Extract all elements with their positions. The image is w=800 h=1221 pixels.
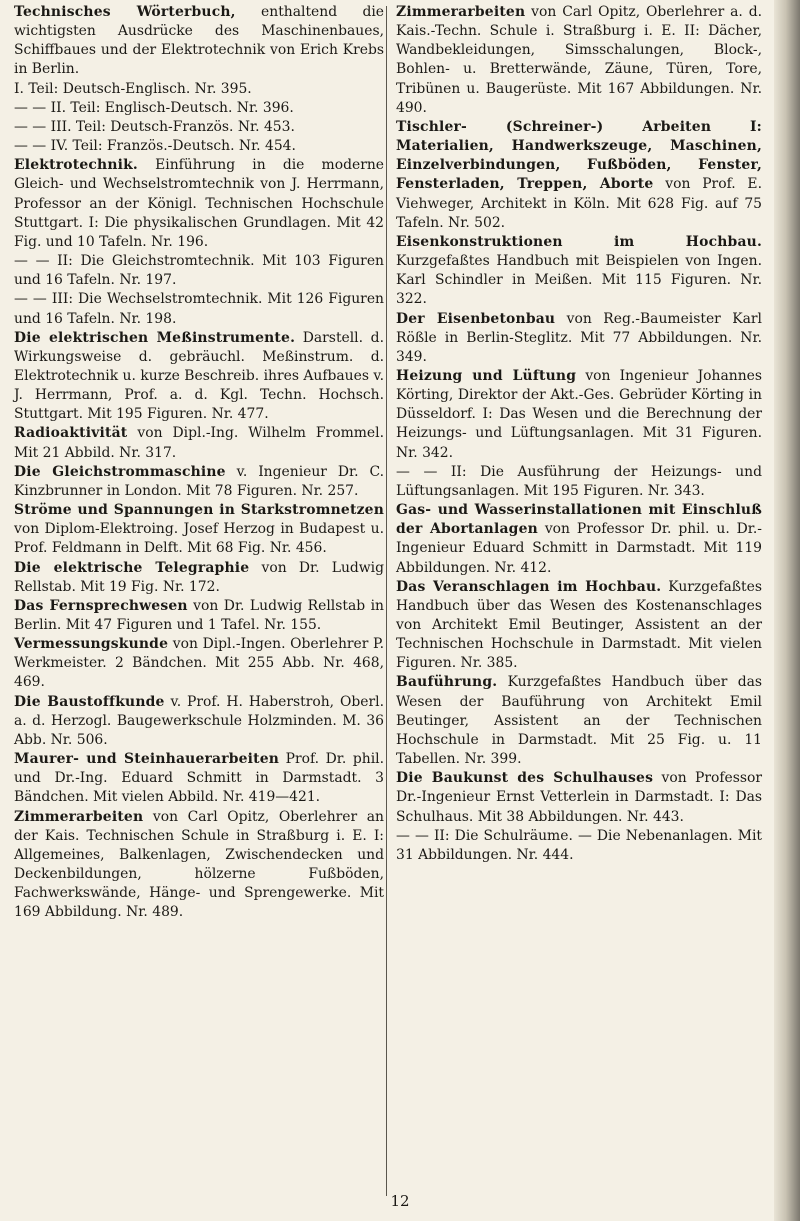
entry-description: von Dipl.-Ing. Wilhelm Frommel. Mit 21 Abbild. Nr. 317. xyxy=(14,425,384,461)
catalog-entry xyxy=(396,827,762,865)
entry-description: Einführung in die moderne Gleich- und Wechselstromtechnik von J. Herrmann, Professor an der Königl. Technischen Hochschule Stuttgart. I: Die physikalischen Grundlagen. Mit 42 Fig. und 10 Tafeln. Nr. 196. xyxy=(14,157,384,250)
catalog-entry xyxy=(14,501,384,558)
entry-title: Die Baustoffkunde xyxy=(14,693,165,710)
catalog-entry xyxy=(396,769,762,826)
entry-description: Kurzgefaßtes Handbuch über das Wesen des Kostenanschlages von Architekt Emil Beutinger, Assistent an der Technischen Hochschule in Darmstadt. Mit vielen Figuren. Nr. 385. xyxy=(396,578,762,672)
entry-description: von Professor Dr.-Ingenieur Ernst Vetterlein in Darmstadt. I: Das Schulhaus. Mit 38 Abbildungen. Nr. 443. xyxy=(396,770,762,825)
entry-title: Tischler- (Schreiner-) Arbeiten I: Materialien, Handwerkszeuge, Maschinen, Einzelverbindungen, Fußböden, Fenster, Fensterladen, Treppen, Aborte xyxy=(396,118,762,193)
catalog-entry xyxy=(14,424,384,462)
entry-description: — — IV. Teil: Französ.-Deutsch. Nr. 454. xyxy=(14,138,296,155)
entry-description: — — II: Die Gleichstromtechnik. Mit 103 Figuren und 16 Tafeln. Nr. 197. xyxy=(14,253,384,289)
catalog-entry xyxy=(14,693,384,750)
catalog-entry xyxy=(396,310,762,367)
left-column xyxy=(14,3,384,923)
catalog-entry xyxy=(14,329,384,425)
entry-title: Das Fernsprechwesen xyxy=(14,597,188,614)
entry-title: Der Eisenbetonbau xyxy=(396,310,556,327)
catalog-entry xyxy=(14,559,384,597)
entry-title: Eisenkonstruktionen im Hochbau. xyxy=(396,233,762,250)
catalog-entry xyxy=(14,118,384,137)
page-number: 12 xyxy=(390,1192,410,1210)
catalog-entry xyxy=(396,673,762,769)
catalog-entry xyxy=(14,137,384,156)
entry-title: Radioaktivität xyxy=(14,425,128,442)
entry-title: Elektrotechnik. xyxy=(14,157,138,174)
column-divider xyxy=(386,6,387,1196)
entry-description: von Reg.-Baumeister Karl Rößle in Berlin-Steglitz. Mit 77 Abbildungen. Nr. 349. xyxy=(396,310,762,365)
catalog-entry xyxy=(14,252,384,290)
entry-title: Zimmerarbeiten xyxy=(14,808,144,825)
entry-description: — — III: Die Wechselstromtechnik. Mit 126 Figuren und 16 Tafeln. Nr. 198. xyxy=(14,291,384,327)
entry-title: Die elektrischen Meßinstrumente. xyxy=(14,329,296,346)
catalog-entry xyxy=(14,3,384,80)
entry-title: Das Veranschlagen im Hochbau. xyxy=(396,578,662,595)
catalog-entry xyxy=(14,635,384,692)
entry-description: Prof. Dr. phil. und Dr.-Ing. Eduard Schmitt in Darmstadt. 3 Bändchen. Mit vielen Abbild. Nr. 419—421. xyxy=(14,751,384,806)
entry-description: enthaltend die wichtigsten Ausdrücke des Maschinenbaues, Schiffbaues und der Elektrotechnik von Erich Krebs in Berlin. xyxy=(14,4,385,78)
entry-description: von Professor Dr. phil. u. Dr.-Ingenieur Eduard Schmitt in Darmstadt. Mit 119 Abbildungen. Nr. 412. xyxy=(396,521,762,576)
entry-description: von Carl Opitz, Oberlehrer a. d. Kais.-Techn. Schule i. Straßburg i. E. II: Dächer, Wandbekleidungen, Simsschalungen, Block-, Bohlen- u. Bretterwände, Zäune, Türen, Tore, Tribünen u. Baugerüste. Mit 167 Abbildungen. Nr. 490. xyxy=(396,4,762,116)
catalog-entry xyxy=(396,367,762,463)
entry-description: von Prof. E. Viehweger, Architekt in Köln. Mit 628 Fig. auf 75 Tafeln. Nr. 502. xyxy=(396,176,762,231)
catalog-entry xyxy=(14,463,384,501)
entry-description: von Ingenieur Johannes Körting, Direktor der Akt.-Ges. Gebrüder Körting in Düsseldorf. I: Das Wesen und die Berechnung der Heizungs- und Lüftungsanlagen. Mit 31 Figuren. Nr. 342. xyxy=(396,367,763,461)
entry-title: Technisches Wörterbuch, xyxy=(14,4,236,20)
catalog-entry xyxy=(14,99,384,118)
catalog-entry xyxy=(14,80,384,99)
entry-title: Ströme und Spannungen in Starkstromnetzen xyxy=(14,502,384,519)
catalog-entry xyxy=(14,750,384,807)
catalog-entry xyxy=(14,156,384,252)
page-edge-shadow xyxy=(774,0,800,1221)
entry-title: Die elektrische Telegraphie xyxy=(14,559,250,576)
catalog-entry xyxy=(396,118,762,233)
entry-description: v. Ingenieur Dr. C. Kinzbrunner in London. Mit 78 Figuren. Nr. 257. xyxy=(14,463,385,499)
entry-title: Gas- und Wasserinstallationen mit Einschluß der Abortanlagen xyxy=(396,502,762,538)
entry-title: Maurer- und Steinhauerarbeiten xyxy=(14,751,280,768)
entry-description: I. Teil: Deutsch-Englisch. Nr. 395. xyxy=(14,80,252,97)
right-column xyxy=(396,3,762,865)
catalog-entry xyxy=(396,3,762,118)
entry-description: Kurzgefaßtes Handbuch mit Beispielen von Ingen. Karl Schindler in Meißen. Mit 115 Figuren. Nr. 322. xyxy=(396,253,762,308)
entry-description: von Diplom-Elektroing. Josef Herzog in Budapest u. Prof. Feldmann in Delft. Mit 68 Fig. Nr. 456. xyxy=(14,521,384,557)
entry-description: — — II: Die Ausführung der Heizungs- und Lüftungsanlagen. Mit 195 Figuren. Nr. 343. xyxy=(396,463,762,499)
entry-description: von Dr. Ludwig Rellstab in Berlin. Mit 47 Figuren und 1 Tafel. Nr. 155. xyxy=(14,597,384,633)
entry-description: von Dipl.-Ingen. Oberlehrer P. Werkmeister. 2 Bändchen. Mit 255 Abb. Nr. 468, 469. xyxy=(14,636,384,691)
entry-description: Darstell. d. Wirkungsweise d. gebräuchl. Meßinstrum. d. Elektrotechnik u. kurze Beschreib. ihres Aufbaues v. J. Herrmann, Prof. a. d. Kgl. Techn. Hochsch. Stuttgart. Mit 195 Figuren. Nr. 477. xyxy=(14,329,385,423)
catalog-entry xyxy=(396,578,762,674)
entry-title: Heizung und Lüftung xyxy=(396,367,577,384)
entry-description: von Carl Opitz, Oberlehrer an der Kais. Technischen Schule in Straßburg i. E. I: Allgemeines, Balkenlagen, Zwischendecken und Deckenbildungen, hölzerne Fußböden, Fachwerkswände, Hänge- und Sprengewerke. Mit 169 Abbildung. Nr. 489. xyxy=(14,808,384,921)
entry-title: Die Baukunst des Schulhauses xyxy=(396,770,654,787)
entry-title: Vermessungskunde xyxy=(14,636,169,653)
entry-description: — — II: Die Schulräume. — Die Nebenanlagen. Mit 31 Abbildungen. Nr. 444. xyxy=(396,827,762,863)
entry-title: Zimmerarbeiten xyxy=(396,4,526,20)
catalog-entry xyxy=(396,463,762,501)
catalog-entry xyxy=(396,233,762,310)
entry-description: von Dr. Ludwig Rellstab. Mit 19 Fig. Nr. 172. xyxy=(14,559,385,595)
entry-title: Die Gleichstrommaschine xyxy=(14,463,226,480)
entry-description: — — II. Teil: Englisch-Deutsch. Nr. 396. xyxy=(14,99,294,116)
catalog-entry xyxy=(14,290,384,328)
catalog-entry xyxy=(14,808,384,923)
catalog-entry xyxy=(14,597,384,635)
entry-title: Bauführung. xyxy=(396,674,498,691)
entry-description: — — III. Teil: Deutsch-Französ. Nr. 453. xyxy=(14,118,295,135)
catalog-entry xyxy=(396,501,762,578)
entry-description: v. Prof. H. Haberstroh, Oberl. a. d. Herzogl. Baugewerkschule Holzminden. M. 36 Abb. Nr. 506. xyxy=(14,693,384,748)
entry-description: Kurzgefaßtes Handbuch über das Wesen der Bauführung von Architekt Emil Beutinger, Assistent an der Technischen Hochschule in Darmstadt. Mit 25 Fig. u. 11 Tabellen. Nr. 399. xyxy=(396,674,762,768)
